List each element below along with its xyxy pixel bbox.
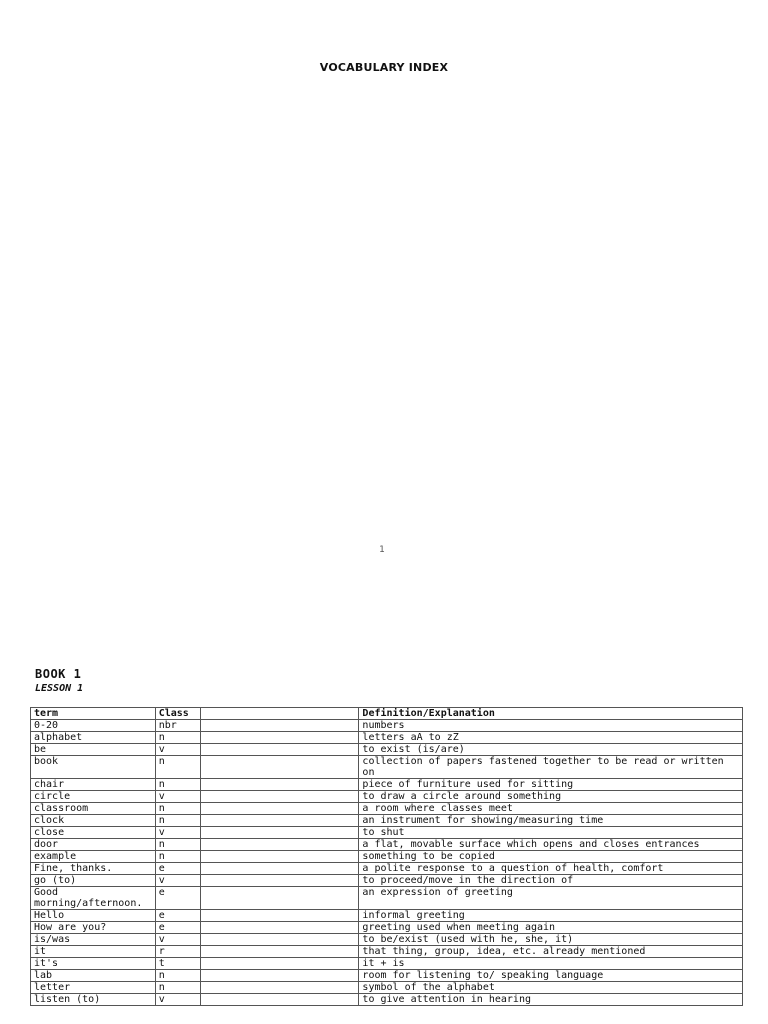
cell-term: go (to) (31, 875, 156, 887)
cell-class: n (155, 982, 201, 994)
table-header-row (31, 708, 743, 720)
cell-definition: a flat, movable surface which opens and closes entrances (359, 839, 743, 851)
cell-blank (201, 815, 359, 827)
cell-term: letter (31, 982, 156, 994)
book-heading: BOOK 1 (35, 667, 82, 681)
cell-term: lab (31, 970, 156, 982)
lesson-heading: LESSON 1 (35, 683, 84, 694)
cell-definition: piece of furniture used for sitting (359, 779, 743, 791)
cell-definition: an instrument for showing/measuring time (359, 815, 743, 827)
table-row (31, 910, 743, 922)
cell-definition: that thing, group, idea, etc. already mentioned (359, 946, 743, 958)
table-row (31, 839, 743, 851)
cell-definition: a polite response to a question of health, comfort (359, 863, 743, 875)
cell-blank (201, 827, 359, 839)
header-class: Class (155, 708, 201, 720)
cell-blank (201, 744, 359, 756)
cell-term: clock (31, 815, 156, 827)
table-row (31, 756, 743, 779)
cell-blank (201, 839, 359, 851)
cell-definition: something to be copied (359, 851, 743, 863)
table-row (31, 732, 743, 744)
cell-blank (201, 851, 359, 863)
cell-blank (201, 970, 359, 982)
table-row (31, 922, 743, 934)
cell-definition: to exist (is/are) (359, 744, 743, 756)
cell-term: example (31, 851, 156, 863)
cell-class: n (155, 815, 201, 827)
cell-class: e (155, 922, 201, 934)
cell-blank (201, 803, 359, 815)
cell-definition: symbol of the alphabet (359, 982, 743, 994)
cell-blank (201, 779, 359, 791)
table-row (31, 982, 743, 994)
cell-definition: to give attention in hearing (359, 994, 743, 1006)
table-row (31, 946, 743, 958)
cell-term: it (31, 946, 156, 958)
table-row (31, 875, 743, 887)
cell-term: is/was (31, 934, 156, 946)
cell-class: n (155, 803, 201, 815)
table-row (31, 827, 743, 839)
cell-definition: greeting used when meeting again (359, 922, 743, 934)
cell-class: v (155, 875, 201, 887)
cell-class: r (155, 946, 201, 958)
cell-blank (201, 720, 359, 732)
cell-class: v (155, 744, 201, 756)
cell-class: n (155, 839, 201, 851)
table-row (31, 958, 743, 970)
cell-term: Good morning/afternoon. (31, 887, 156, 910)
table-body (31, 720, 743, 1006)
cell-term: Hello (31, 910, 156, 922)
header-definition: Definition/Explanation (359, 708, 743, 720)
cell-term: chair (31, 779, 156, 791)
cell-term: close (31, 827, 156, 839)
cell-class: v (155, 827, 201, 839)
cell-term: circle (31, 791, 156, 803)
cell-blank (201, 863, 359, 875)
cell-definition: an expression of greeting (359, 887, 743, 910)
cell-term: book (31, 756, 156, 779)
cell-blank (201, 994, 359, 1006)
cell-term: listen (to) (31, 994, 156, 1006)
cell-term: alphabet (31, 732, 156, 744)
cell-blank (201, 732, 359, 744)
cell-class: n (155, 732, 201, 744)
page-number: 1 (379, 545, 385, 555)
cell-blank (201, 934, 359, 946)
cell-class: e (155, 863, 201, 875)
table-row (31, 779, 743, 791)
table-row (31, 803, 743, 815)
cell-term: it's (31, 958, 156, 970)
cell-blank (201, 958, 359, 970)
cell-blank (201, 922, 359, 934)
cell-definition: to proceed/move in the direction of (359, 875, 743, 887)
cell-term: 0-20 (31, 720, 156, 732)
cell-term: be (31, 744, 156, 756)
cell-blank (201, 756, 359, 779)
cell-class: v (155, 791, 201, 803)
cell-class: n (155, 970, 201, 982)
cell-blank (201, 910, 359, 922)
header-blank (201, 708, 359, 720)
cell-class: e (155, 887, 201, 910)
cell-definition: it + is (359, 958, 743, 970)
table-row (31, 720, 743, 732)
cell-definition: collection of papers fastened together to be read or written on (359, 756, 743, 779)
cell-term: Fine, thanks. (31, 863, 156, 875)
cell-class: nbr (155, 720, 201, 732)
table-row (31, 815, 743, 827)
vocabulary-table (30, 707, 743, 1006)
cell-class: e (155, 910, 201, 922)
table-row (31, 970, 743, 982)
cell-class: n (155, 851, 201, 863)
table-row (31, 934, 743, 946)
table-row (31, 851, 743, 863)
cell-blank (201, 946, 359, 958)
cell-term: classroom (31, 803, 156, 815)
document-title: VOCABULARY INDEX (319, 61, 449, 74)
cell-class: t (155, 958, 201, 970)
cell-class: v (155, 994, 201, 1006)
cell-blank (201, 887, 359, 910)
cell-blank (201, 982, 359, 994)
cell-class: v (155, 934, 201, 946)
cell-definition: letters aA to zZ (359, 732, 743, 744)
cell-class: n (155, 756, 201, 779)
cell-definition: numbers (359, 720, 743, 732)
table-row (31, 744, 743, 756)
cell-blank (201, 875, 359, 887)
table-row (31, 994, 743, 1006)
cell-class: n (155, 779, 201, 791)
cell-definition: a room where classes meet (359, 803, 743, 815)
cell-definition: to be/exist (used with he, she, it) (359, 934, 743, 946)
cell-term: How are you? (31, 922, 156, 934)
header-term: term (31, 708, 156, 720)
table-row (31, 791, 743, 803)
cell-definition: room for listening to/ speaking language (359, 970, 743, 982)
cell-blank (201, 791, 359, 803)
cell-definition: to shut (359, 827, 743, 839)
cell-definition: to draw a circle around something (359, 791, 743, 803)
cell-term: door (31, 839, 156, 851)
cell-definition: informal greeting (359, 910, 743, 922)
table-row (31, 887, 743, 910)
table-row (31, 863, 743, 875)
